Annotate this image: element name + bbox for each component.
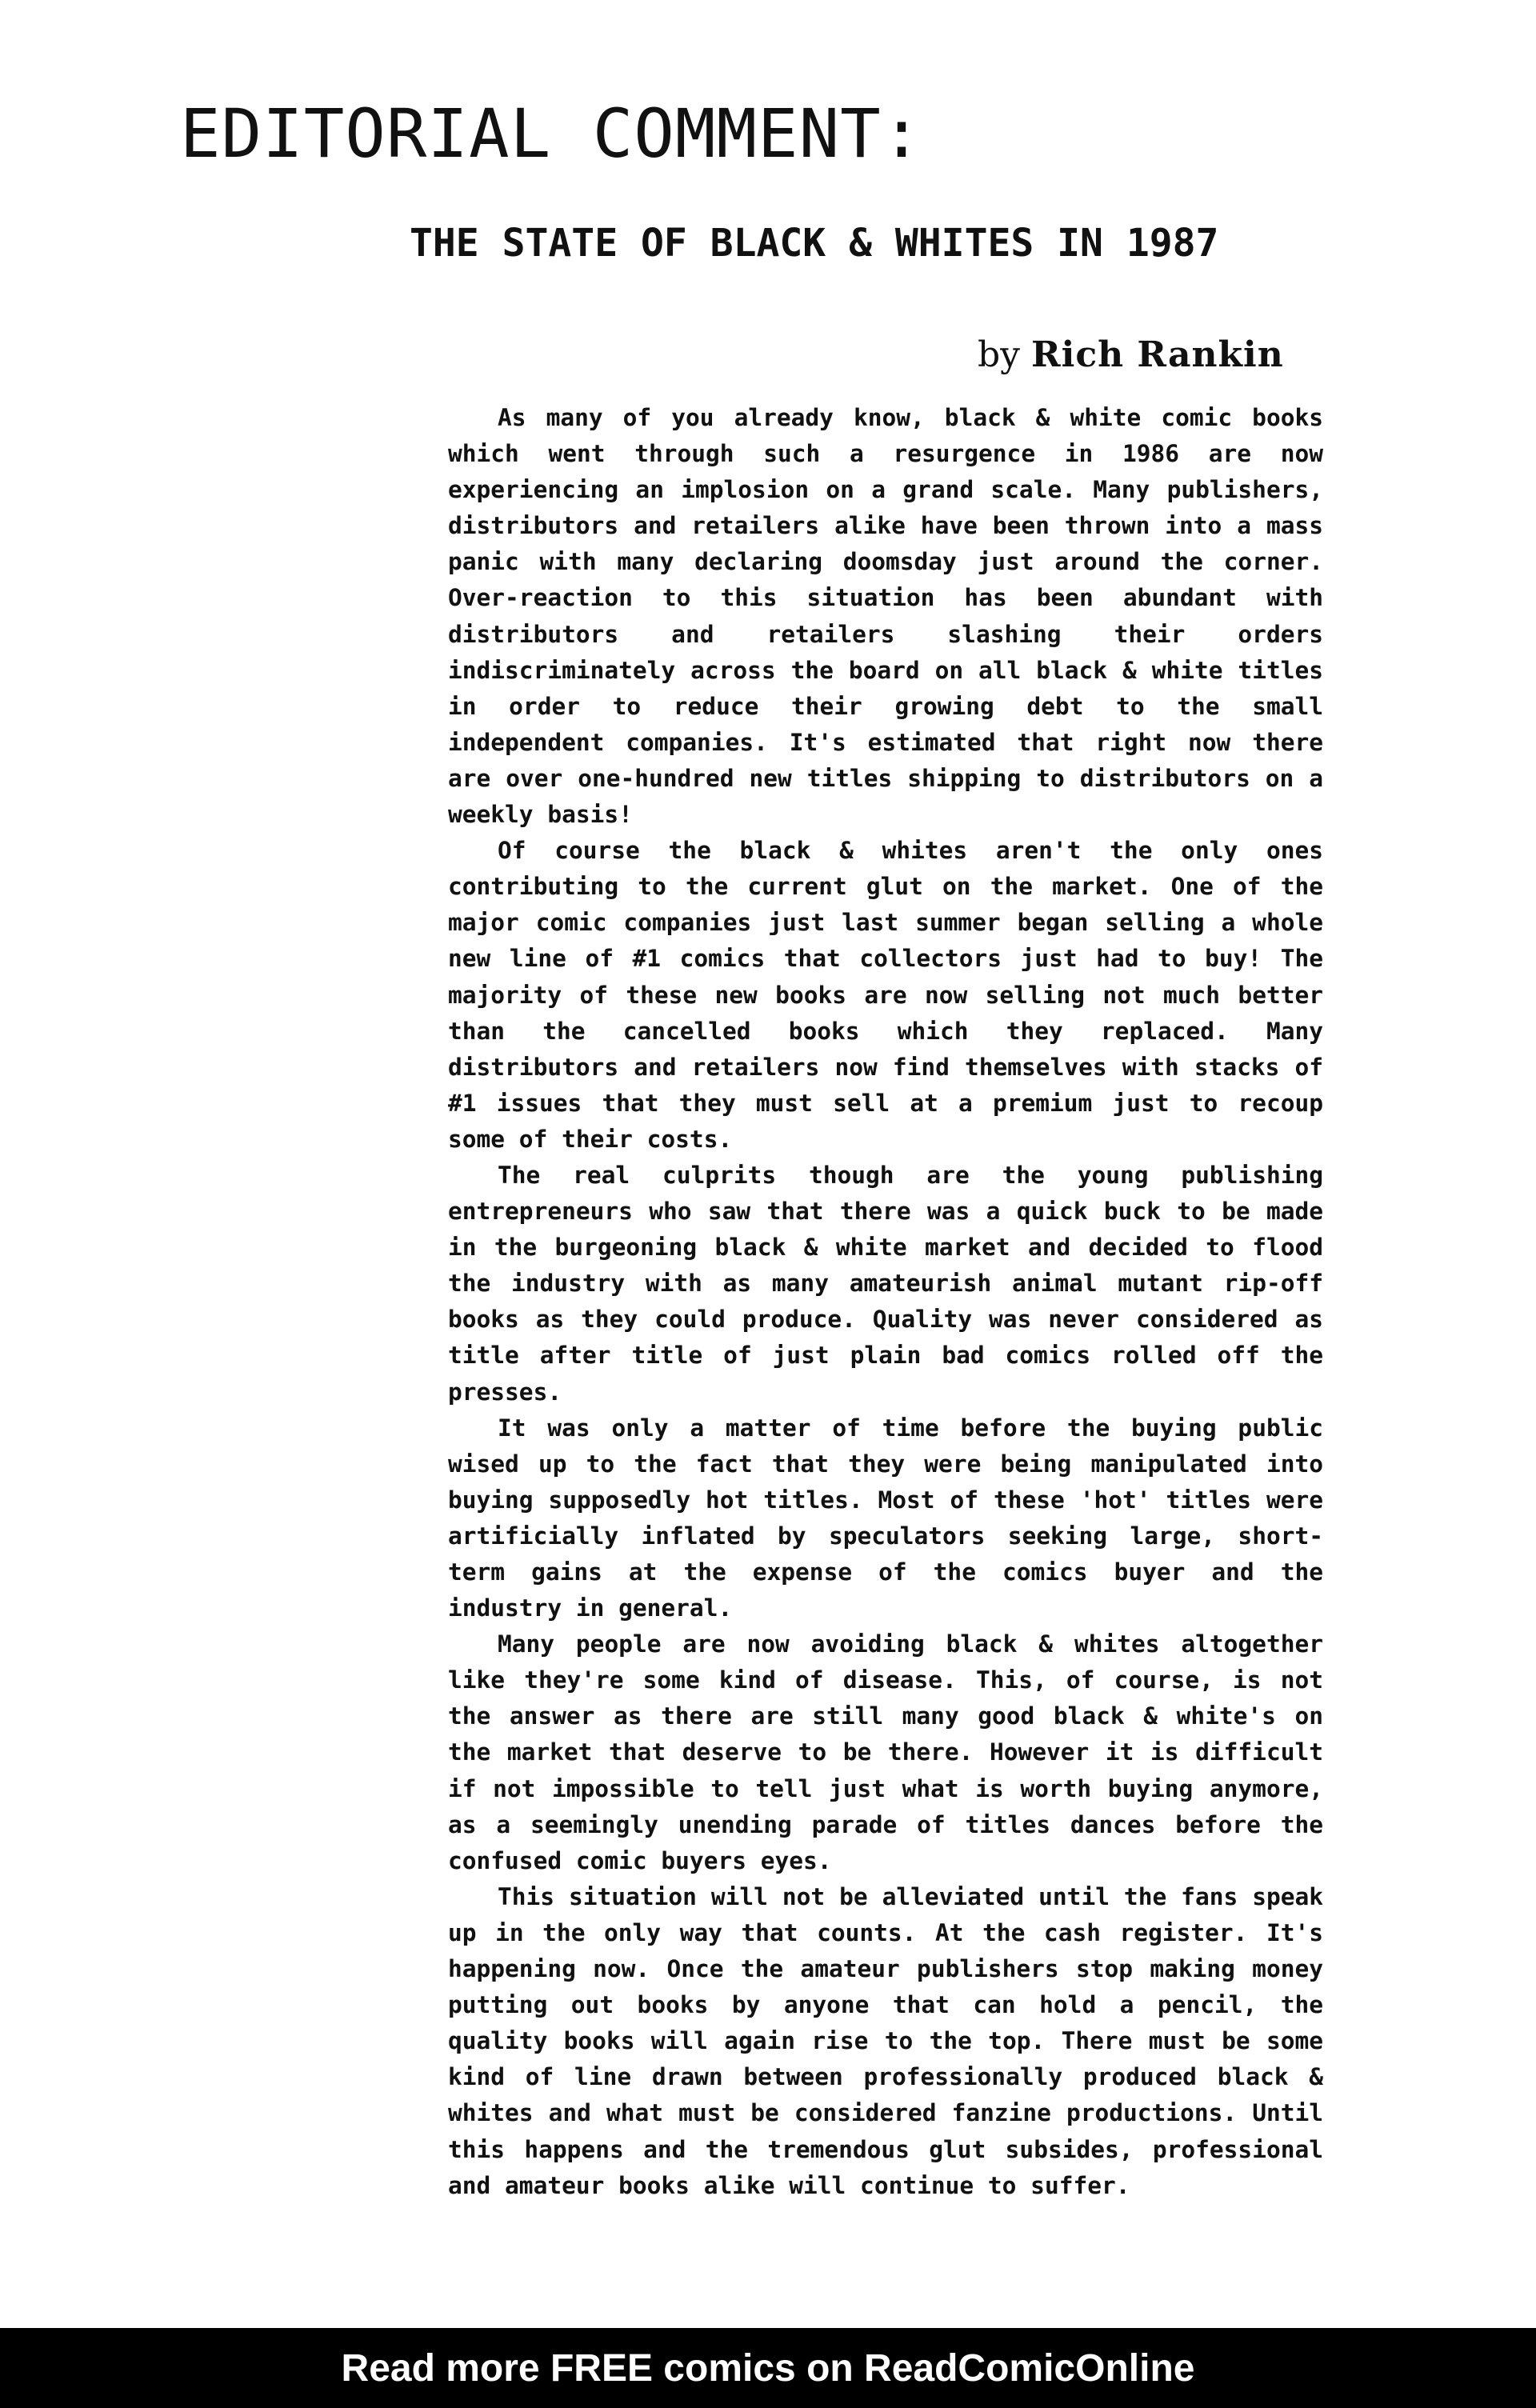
article-paragraph: As many of you already know, black & white comic books which went through such a resurgence in 1986 are now experiencing an implosion on a grand scale. Many publishers, distributors and retailers alike have been thrown into a mass panic with many declaring doomsday just around the corner. Over-reaction to this situation has been abundant with distributors and retailers slashing their orders indiscriminately across the board on all black & white titles in order to reduce their growing debt to the small independent companies. It's estimated that right now there are over one-hundred new titles shipping to distributors on a weekly basis! bbox=[448, 404, 1323, 829]
article-paragraph: Of course the black & whites aren't the only ones contributing to the current glut on the market. One of the major comic companies just last summer began selling a whole new line of #1 comics that collectors just had to buy! The majority of these new books are now selling not much better than the cancelled books which they replaced. Many distributors and retailers now find themselves with stacks of #1 issues that they must sell at a premium just to recoup some of their costs. bbox=[448, 837, 1323, 1153]
byline bbox=[978, 334, 1284, 375]
editorial-heading: EDITORIAL COMMENT: bbox=[180, 94, 923, 173]
byline-prefix: by bbox=[978, 334, 1021, 375]
article-subtitle: THE STATE OF BLACK & WHITES IN 1987 bbox=[410, 221, 1219, 266]
promo-footer-banner bbox=[0, 2328, 1536, 2408]
article-paragraph: The real culprits though are the young publishing entrepreneurs who saw that there was a quick buck to be made in the burgeoning black & white market and decided to flood the industry with as many amateurish animal mutant rip-off books as they could produce. Quality was never considered as title after title of just plain bad comics rolled off the presses. bbox=[448, 1161, 1323, 1406]
author-name: Rich Rankin bbox=[1031, 334, 1284, 375]
article-paragraph: Many people are now avoiding black & whites altogether like they're some kind of disease. This, of course, is not the answer as there are still many good black & white's on the market that deserve to be there. However it is difficult if not impossible to tell just what is worth buying anymore, as a seemingly unending parade of titles dances before the confused comic buyers eyes. bbox=[448, 1630, 1323, 1874]
promo-banner-link[interactable]: Read more FREE comics on ReadComicOnline bbox=[341, 2346, 1195, 2390]
article-body bbox=[448, 400, 1323, 2204]
article-paragraph: This situation will not be alleviated until the fans speak up in the only way that counts. At the cash register. It's happening now. Once the amateur publishers stop making money putting out books by anyone that can hold a pencil, the quality books will again rise to the top. There must be some kind of line drawn between professionally produced black & whites and what must be considered fanzine productions. Until this happens and the tremendous glut subsides, professional and amateur books alike will continue to suffer. bbox=[448, 1882, 1323, 2199]
article-paragraph: It was only a matter of time before the buying public wised up to the fact that they were being manipulated into buying supposedly hot titles. Most of these 'hot' titles were artificially inflated by speculators seeking large, short-term gains at the expense of the comics buyer and the industry in general. bbox=[448, 1414, 1323, 1622]
